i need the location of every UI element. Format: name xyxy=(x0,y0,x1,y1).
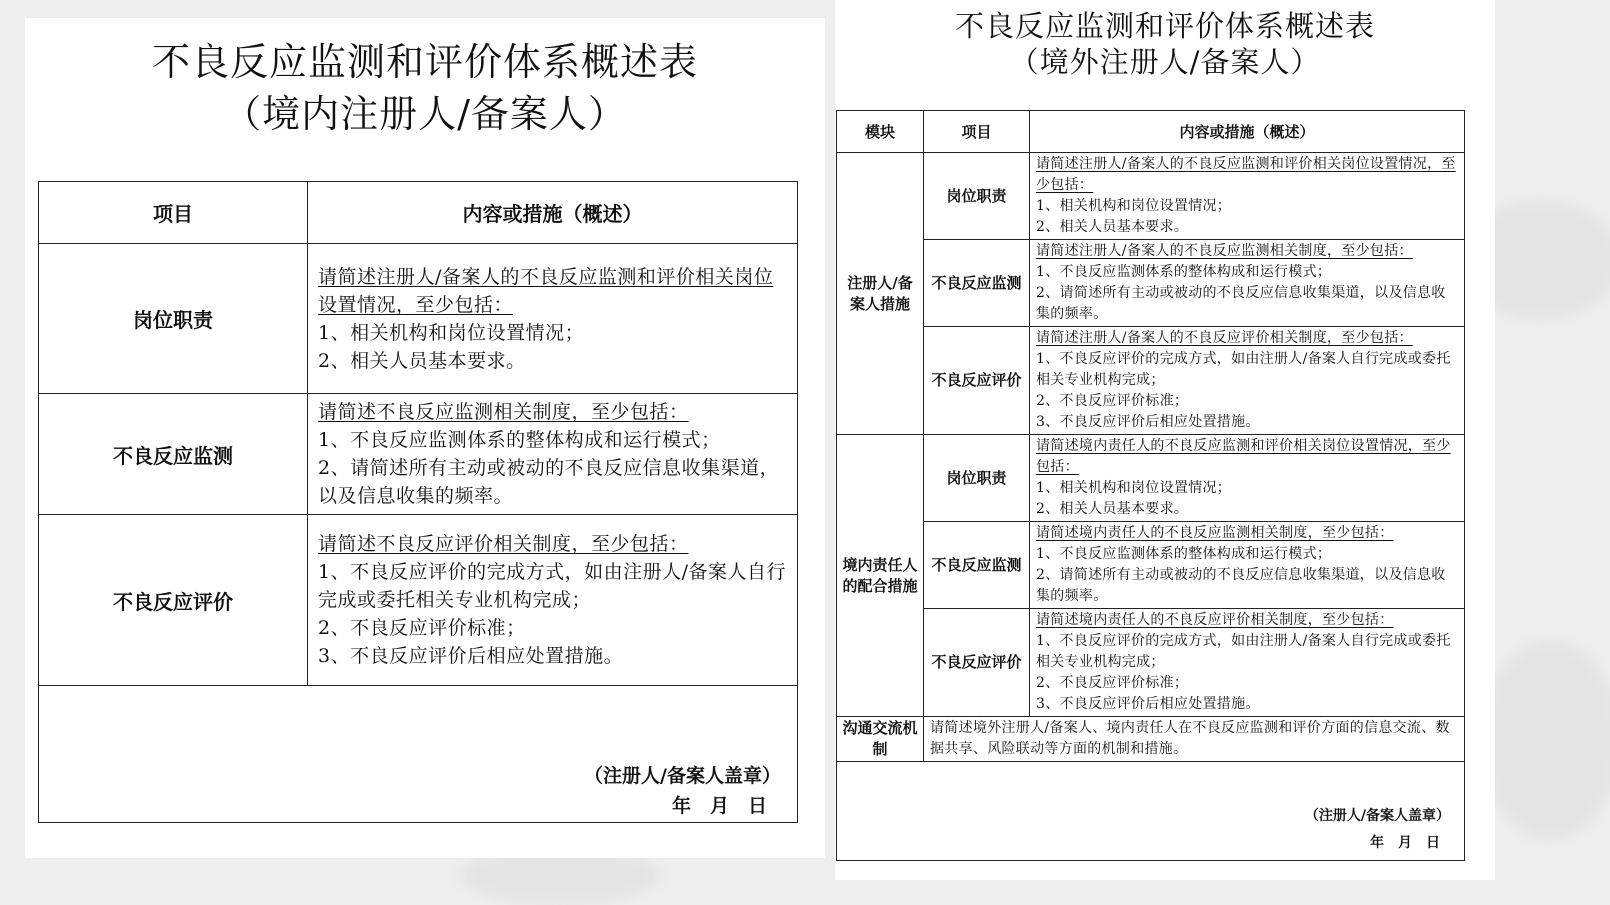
stamp-label: （注册人/备案人盖章） xyxy=(584,765,781,787)
row-line: 1、相关机构和岗位设置情况； xyxy=(318,321,585,344)
row-line: 1、相关机构和岗位设置情况； xyxy=(1036,480,1232,496)
table-row xyxy=(39,244,798,394)
title-line-2: （境内注册人/备案人） xyxy=(223,92,627,136)
row-content: 请简述境外注册人/备案人、境内责任人在不良反应监测和评价方面的信息交流、数据共享、风险联动等方面的机制和措施。 xyxy=(924,717,1465,762)
row-line: 1、不良反应监测体系的整体构成和运行模式； xyxy=(1036,546,1332,562)
module-label: 境内责任人的配合措施 xyxy=(837,435,924,717)
row-content xyxy=(1030,435,1465,522)
table-row xyxy=(837,240,1465,327)
row-line: 2、请简述所有主动或被动的不良反应信息收集渠道，以及信息收集的频率。 xyxy=(1036,567,1446,604)
date-label: 年 月 日 xyxy=(671,795,767,817)
title-line-2: （境外注册人/备案人） xyxy=(1009,45,1321,79)
signature-row xyxy=(39,686,798,823)
table-row xyxy=(837,327,1465,435)
row-content xyxy=(1030,522,1465,609)
domestic-overview-table xyxy=(38,181,798,823)
row-content xyxy=(1030,327,1465,435)
row-line: 1、不良反应监测体系的整体构成和运行模式； xyxy=(318,429,721,451)
title-line-1: 不良反应监测和评价体系概述表 xyxy=(151,40,698,84)
row-line: 2、不良反应评价标准； xyxy=(1036,393,1189,409)
row-content xyxy=(308,515,798,686)
background-blot xyxy=(1480,640,1610,840)
title-line-1: 不良反应监测和评价体系概述表 xyxy=(954,9,1375,43)
table-row xyxy=(837,609,1465,717)
row-line: 1、不良反应监测体系的整体构成和运行模式； xyxy=(1036,264,1332,280)
table-row xyxy=(837,717,1465,762)
date-label: 年 月 日 xyxy=(1370,835,1440,851)
row-item-label: 不良反应监测 xyxy=(924,522,1030,609)
stamp-label: （注册人/备案人盖章） xyxy=(1304,808,1450,824)
table-header-row xyxy=(39,182,798,244)
table-row xyxy=(837,522,1465,609)
row-line: 3、不良反应评价后相应处置措施。 xyxy=(1036,414,1260,430)
row-line: 1、相关机构和岗位设置情况； xyxy=(1036,198,1232,214)
row-item-label: 不良反应监测 xyxy=(39,394,308,515)
row-item-label: 不良反应监测 xyxy=(924,240,1030,327)
row-item-label: 岗位职责 xyxy=(39,244,308,394)
table-header-row xyxy=(837,111,1465,153)
row-lead-text: 请简述境内责任人的不良反应评价相关制度，至少包括： xyxy=(1036,612,1394,628)
signature-cell xyxy=(837,762,1465,861)
row-lead-text: 请简述注册人/备案人的不良反应评价相关制度，至少包括： xyxy=(1036,330,1413,346)
row-line: 3、不良反应评价后相应处置措施。 xyxy=(318,645,624,667)
row-item-label: 不良反应评价 xyxy=(924,609,1030,717)
row-lead-text: 请简述境内责任人的不良反应监测相关制度，至少包括： xyxy=(1036,525,1394,541)
row-line: 2、相关人员基本要求。 xyxy=(1036,501,1189,517)
row-line: 1、不良反应评价的完成方式，如由注册人/备案人自行完成或委托相关专业机构完成； xyxy=(1036,633,1451,670)
row-item-label: 不良反应评价 xyxy=(924,327,1030,435)
row-line: 2、相关人员基本要求。 xyxy=(1036,219,1189,235)
header-content: 内容或措施（概述） xyxy=(308,182,798,244)
row-lead-text: 请简述注册人/备案人的不良反应监测和评价相关岗位设置情况，至少包括： xyxy=(318,265,774,316)
table-row xyxy=(837,153,1465,240)
row-lead-text: 请简述境内责任人的不良反应监测和评价相关岗位设置情况，至少包括： xyxy=(1036,438,1451,475)
row-item-label: 岗位职责 xyxy=(924,153,1030,240)
header-module: 模块 xyxy=(837,111,924,153)
module-label: 沟通交流机制 xyxy=(837,717,924,762)
row-lead-text: 请简述不良反应监测相关制度，至少包括： xyxy=(318,401,689,423)
row-line: 2、相关人员基本要求。 xyxy=(318,349,526,372)
overseas-form-title xyxy=(835,8,1495,80)
domestic-form-page xyxy=(25,18,825,858)
row-content xyxy=(1030,153,1465,240)
row-line: 2、请简述所有主动或被动的不良反应信息收集渠道，以及信息收集的频率。 xyxy=(1036,285,1446,322)
header-item: 项目 xyxy=(924,111,1030,153)
row-lead-text: 请简述注册人/备案人的不良反应监测相关制度，至少包括： xyxy=(1036,243,1413,259)
row-content xyxy=(1030,609,1465,717)
row-line: 2、不良反应评价标准； xyxy=(1036,675,1189,691)
row-line: 3、不良反应评价后相应处置措施。 xyxy=(1036,696,1260,712)
row-line: 2、不良反应评价标准； xyxy=(318,617,526,639)
row-lead-text: 请简述注册人/备案人的不良反应监测和评价相关岗位设置情况，至少包括： xyxy=(1036,156,1456,193)
signature-cell xyxy=(39,686,798,823)
row-item-label: 岗位职责 xyxy=(924,435,1030,522)
row-content xyxy=(308,394,798,515)
overseas-overview-table xyxy=(836,110,1465,861)
row-content xyxy=(308,244,798,394)
table-row xyxy=(39,515,798,686)
row-lead-text: 请简述不良反应评价相关制度，至少包括： xyxy=(318,533,689,555)
domestic-form-title xyxy=(25,36,825,140)
table-row xyxy=(39,394,798,515)
module-label: 注册人/备案人措施 xyxy=(837,153,924,435)
row-content xyxy=(1030,240,1465,327)
table-row xyxy=(837,435,1465,522)
header-content: 内容或措施（概述） xyxy=(1030,111,1465,153)
row-line: 2、请简述所有主动或被动的不良反应信息收集渠道，以及信息收集的频率。 xyxy=(318,457,780,507)
signature-row xyxy=(837,762,1465,861)
row-line: 1、不良反应评价的完成方式，如由注册人/备案人自行完成或委托相关专业机构完成； xyxy=(318,561,786,611)
overseas-form-page xyxy=(835,0,1495,880)
header-item: 项目 xyxy=(39,182,308,244)
row-line: 1、不良反应评价的完成方式，如由注册人/备案人自行完成或委托相关专业机构完成； xyxy=(1036,351,1451,388)
row-item-label: 不良反应评价 xyxy=(39,515,308,686)
